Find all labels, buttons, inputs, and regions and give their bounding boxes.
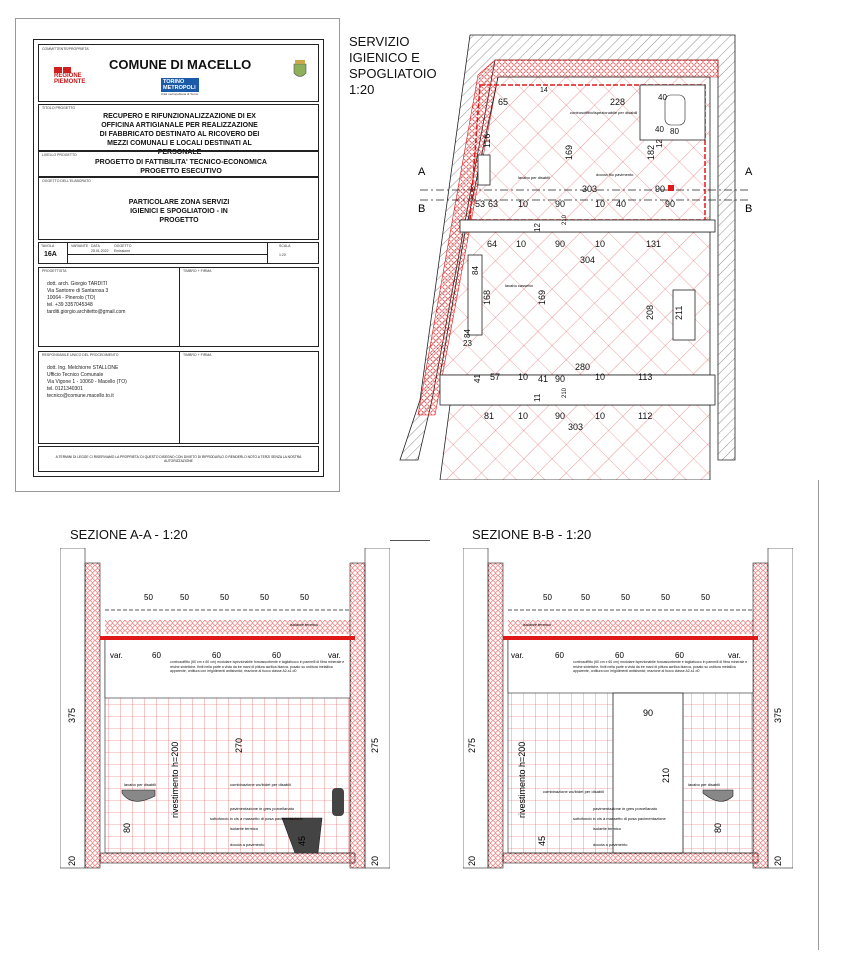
grab-handle-icon: [332, 788, 344, 816]
dim-10d: 10: [595, 239, 606, 249]
aa-top-dim-4: 50: [260, 593, 269, 602]
plan-label-doccia: doccia filo pavimento: [596, 172, 634, 177]
bb-wc-label: combinazione wc/bidet per disabili: [543, 789, 604, 794]
aa-dim-20-left: 20: [67, 855, 77, 866]
dim-64: 64: [487, 239, 498, 249]
dim-14: 14: [540, 87, 548, 94]
aa-shower-label: doccia a pavimento: [230, 842, 265, 847]
dim-182: 182: [646, 144, 656, 160]
rup-box: [38, 351, 319, 444]
aa-top-dim-3: 50: [220, 593, 229, 602]
divider-line: [390, 540, 430, 541]
legal-box: [38, 446, 319, 472]
designer-stamp-label: TIMBRO + FIRMA: [183, 269, 212, 273]
dim-208: 208: [645, 304, 655, 320]
dim-63: 63: [488, 199, 499, 209]
aa-floor-2: sottofondo in cls a massetto di posa pavimentazione: [210, 816, 303, 821]
subject-label: OGGETTO: [114, 244, 132, 248]
aa-top-dim-5: 50: [300, 593, 309, 602]
section-mark-a-right: A: [745, 166, 753, 178]
bb-floor-1: pavimentazione in gres porcellanato: [593, 806, 658, 811]
subject-value: Emissione: [114, 249, 131, 253]
level-box: [38, 151, 319, 177]
bb-floor-3: isolante termico: [593, 826, 622, 831]
dim-10h: 10: [595, 411, 606, 421]
dim-65: 65: [498, 97, 509, 107]
metro-logo-badge: TORINO METROPOLI: [161, 78, 199, 92]
dim-90b: 90: [555, 199, 566, 209]
dim-90e: 90: [555, 374, 566, 384]
bb-top-dim-2: 50: [581, 593, 590, 602]
dim-10g: 10: [518, 411, 529, 421]
revision-label: VARIANTE: [71, 244, 89, 248]
bb-ceil-dim-1: var.: [511, 651, 524, 660]
floor-slab: [503, 853, 758, 863]
top-dims-aa: [144, 593, 309, 602]
rup-label: RESPONSABILE UNICO DEL PROCEDIMENTO: [42, 353, 119, 357]
bb-ceil-dim-2: 60: [555, 651, 564, 660]
bb-ceiling-note: controsoffitto (60 cm x 60 cm) modulare ispezionabile fonoassorbente e tagliafuoco in pannelli di fibra minerale e resine sintetiche. finiti nella parte a vista da tre mani di pittura acrilica bianca, posato su orditura metallica apparente, orditura con irrigidimenti antisismici; reazione al fuoco classe A2-s1 d0: [573, 660, 748, 673]
dim-169b: 169: [537, 289, 547, 305]
dim-23: 23: [463, 339, 472, 348]
dim-211: 211: [674, 305, 684, 320]
aa-top-dim-1: 50: [144, 593, 153, 602]
ceiling-band: [503, 636, 758, 640]
dim-10f: 10: [595, 372, 606, 382]
dim-112: 112: [638, 411, 653, 421]
bb-door-width: 90: [643, 708, 654, 718]
bb-lavabo-label: lavabo per disabili: [688, 782, 721, 787]
bb-dim-45: 45: [537, 835, 547, 846]
aa-dim-20-right: 20: [370, 855, 380, 866]
client-box: [38, 44, 319, 102]
dim-116: 116: [482, 133, 492, 148]
dim-81: 81: [484, 411, 495, 421]
bb-ceil-dim-5: var.: [728, 651, 741, 660]
corridor-room: [440, 405, 710, 480]
bb-door-height: 210: [661, 767, 671, 783]
floor-slab: [100, 853, 355, 863]
bb-dim-375: 375: [773, 707, 783, 723]
drawing-title: PARTICOLARE ZONA SERVIZI IGIENICI E SPOGLIATOIO - IN PROGETTO: [128, 199, 230, 224]
dim-113: 113: [638, 372, 653, 382]
dim-304: 304: [580, 255, 596, 265]
dim-10c: 10: [516, 239, 527, 249]
legal-note: A TERMINI DI LEGGE CI RISERVIAMO LA PROPRIETA' DI QUESTO DISEGNO CON DIVIETO DI RIPRODURLO O RENDERLO NOTO A TERZI SENZA LA NOSTRA AUTORIZZAZIONE: [55, 455, 302, 463]
plan-label-lavabo-cassetto: lavabo cassetto: [505, 283, 533, 288]
bb-dim-20-right: 20: [773, 855, 783, 866]
bb-floor-2: sottofondo in cls a massetto di posa pavimentazione: [573, 816, 666, 821]
municipality-title: COMUNE DI MACELLO: [109, 57, 252, 72]
bb-dim-20-left: 20: [467, 855, 477, 866]
dim-169: 169: [564, 144, 574, 160]
ceiling-band: [100, 636, 355, 640]
dim-10b: 10: [595, 199, 606, 209]
drawing-label: OGGETTO DELL'ELABORATO: [42, 179, 91, 183]
partition-wall-1: [460, 220, 715, 232]
metro-logo-subtitle: Città metropolitana di Torino: [161, 92, 199, 96]
bb-top-dim-1: 50: [543, 593, 552, 602]
drawing-box: [38, 177, 319, 240]
scale-label: SCALA: [279, 244, 291, 248]
region-logo: [54, 67, 88, 85]
date-label: DATA: [91, 244, 100, 248]
aa-ceil-dim-5: var.: [328, 651, 341, 660]
aa-rivestimento: rivestimento h=200: [170, 741, 180, 818]
dim-303b: 303: [568, 422, 584, 432]
dim-90c: 90: [665, 199, 676, 209]
plan-title: SERVIZIO IGIENICO E SPOGLIATOIO 1:20: [349, 34, 437, 97]
top-dims-bb: [543, 593, 710, 602]
aa-ceil-dim-3: 60: [212, 651, 221, 660]
aa-ceil-dim-2: 60: [152, 651, 161, 660]
designer-details: dott. arch. Giorgio TARDITI Via Santorre di Santarosa 3 10064 - Pinerolo (TO) tel. +39 3357045348 tarditi.giorgio.architetto@gmail.com: [47, 281, 126, 315]
date-value: 25.01.2022: [91, 249, 109, 253]
bb-dim-80: 80: [713, 822, 723, 833]
section-bb-drawing: [463, 548, 793, 873]
dim-10e: 10: [518, 372, 529, 382]
dim-11: 11: [533, 393, 542, 402]
section-mark-b-right: B: [745, 203, 753, 215]
aa-floor-1: pavimentazione in gres porcellanato: [230, 806, 295, 811]
dim-12a: 12: [655, 139, 664, 148]
designer-box: [38, 267, 319, 347]
section-aa-title: SEZIONE A-A - 1:20: [70, 527, 188, 542]
dim-84b: 84: [463, 329, 472, 338]
dim-303: 303: [582, 184, 598, 194]
left-wall: [488, 563, 503, 868]
aa-ceiling-note: controsoffitto (60 cm x 60 cm) modulare ispezionabile fonoassorbente e tagliafuoco in pannelli di fibra minerale e resine sintetiche. finiti nella parte a vista da tre mani di pittura acrilica bianca, posato su orditura metallica apparente, orditura con irrigidimenti antisismici; reazione al fuoco classe A2-s1 d0: [170, 660, 345, 673]
project-title-label: TITOLO PROGETTO: [42, 106, 76, 110]
drain-marker: [668, 185, 674, 191]
sheet-number: 16A: [44, 251, 57, 258]
aa-top-dim-2: 50: [180, 593, 189, 602]
dim-40b: 40: [655, 125, 664, 134]
section-mark-b-left: B: [418, 203, 426, 215]
bb-shower-label: doccia a pavimento: [593, 842, 628, 847]
right-wall: [350, 563, 365, 868]
dim-210a: 210: [562, 214, 568, 225]
bb-ceil-dim-4: 60: [675, 651, 684, 660]
bb-insulation-label: isolante termico: [523, 622, 552, 627]
right-wall: [753, 563, 768, 868]
title-block: [33, 39, 324, 477]
plan-label-controsoffitto: controsoffitto/ispezionabile per disabili: [570, 110, 638, 115]
dim-53: 53: [475, 199, 486, 209]
dim-84a: 84: [471, 266, 480, 275]
left-wall: [85, 563, 100, 868]
aa-ceil-dim-1: var.: [110, 651, 123, 660]
dim-90a: 90: [655, 184, 666, 194]
aa-dim-80: 80: [122, 822, 132, 833]
bb-ceil-dim-3: 60: [615, 651, 624, 660]
metro-logo: [161, 78, 199, 96]
section-mark-a-left: A: [418, 166, 426, 178]
dim-131: 131: [646, 239, 662, 249]
aa-dim-270: 270: [234, 737, 244, 753]
rup-stamp-label: TIMBRO + FIRMA: [183, 353, 212, 357]
coat-of-arms: [292, 59, 308, 86]
aa-wc-label: combinazione wc/bidet per disabili: [230, 782, 291, 787]
section-aa-drawing: [60, 548, 390, 873]
dim-57: 57: [490, 372, 501, 382]
dim-210b: 210: [562, 387, 568, 398]
aa-lavabo-label: lavabo per disabili: [124, 782, 157, 787]
project-level: PROGETTO DI FATTIBILITA' TECNICO-ECONOMICA PROGETTO ESECUTIVO: [95, 159, 267, 175]
level-label: LIVELLO PROGETTO: [42, 153, 77, 157]
frame-corner-line: [818, 480, 819, 950]
bb-top-dim-4: 50: [661, 593, 670, 602]
dim-40: 40: [658, 93, 667, 102]
aa-dim-375: 375: [67, 707, 77, 723]
scale-value: 1:20: [279, 253, 286, 257]
aa-ceil-dim-4: 60: [272, 651, 281, 660]
bb-top-dim-5: 50: [701, 593, 710, 602]
aa-insulation-label: isolante termico: [290, 622, 319, 627]
designer-label: PROGETTISTA: [42, 269, 67, 273]
dim-41a: 41: [473, 374, 482, 383]
region-logo-text: REGIONE PIEMONTE: [54, 73, 86, 85]
dim-168: 168: [482, 289, 492, 305]
project-title: RECUPERO E RIFUNZIONALIZZAZIONE DI EX OFFICINA ARTIGIANALE PER REALIZZAZIONE DI FABBRICATO DESTINATO AL RICOVERO DEI MEZZI COMUNALI E LOCALI DESTINATI AL PERSONALE: [99, 113, 260, 156]
aa-dim-45: 45: [297, 835, 307, 846]
aa-floor-3: isolante termico: [230, 826, 259, 831]
floor-plan: [340, 20, 840, 480]
section-bb-title: SEZIONE B-B - 1:20: [472, 527, 592, 542]
dim-41b: 41: [538, 374, 549, 384]
client-label: COMMITTENTE/PROPRIETA': [42, 47, 90, 51]
bb-rivestimento: rivestimento h=200: [517, 741, 527, 818]
dim-90f: 90: [555, 411, 566, 421]
sheet-label: TAVOLA: [41, 244, 55, 248]
aa-dim-275: 275: [370, 737, 380, 753]
dim-10a: 10: [518, 199, 529, 209]
dim-40c: 40: [616, 199, 627, 209]
dim-90d: 90: [555, 239, 566, 249]
dim-280: 280: [575, 362, 591, 372]
bb-dim-275: 275: [467, 737, 477, 753]
washbasin-icon: [478, 155, 490, 185]
plan-label-lavabo: lavabo per disabili: [518, 175, 551, 180]
dim-12b: 12: [533, 223, 542, 232]
bb-top-dim-3: 50: [621, 593, 630, 602]
dim-80: 80: [670, 127, 679, 136]
dim-228: 228: [610, 97, 626, 107]
rup-details: dott. Ing. Melchiorre STALLONE Ufficio Tecnico Comunale Via Vigone 1 - 10060 - Macello (TO) tel. 0121340301 tecnico@comune.macello.to.it: [47, 365, 127, 399]
sheet-box: [38, 242, 319, 264]
